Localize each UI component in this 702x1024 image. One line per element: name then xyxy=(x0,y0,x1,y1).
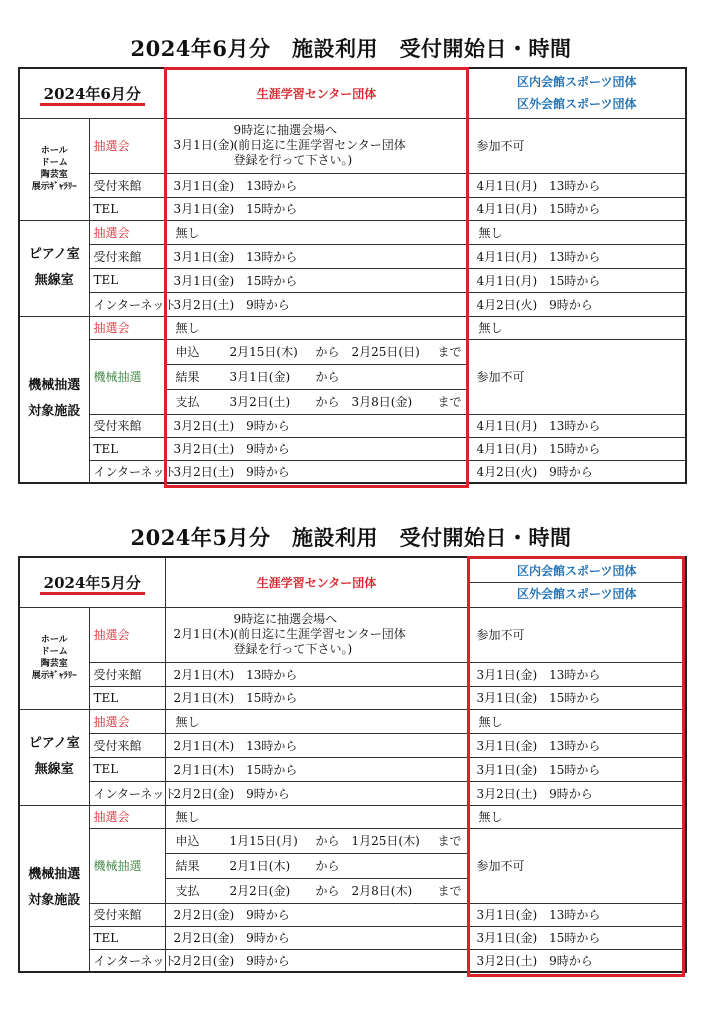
machine-sub-row: 申込 1月15日(月) から 1月25日(木) まで xyxy=(165,828,468,853)
column-header-sports-ward: 区内会館スポーツ団体 xyxy=(516,75,637,90)
facility-group-machine: 機械抽選 対象施設 xyxy=(19,805,89,972)
sports-cell: 3月1日(金) 15時から xyxy=(468,926,686,949)
facility-group-piano: ピアノ室 無線室 xyxy=(19,220,89,316)
center-cell: 2月1日(木) 15時から xyxy=(165,686,468,709)
center-cell: 3月2日(土) 9時から xyxy=(165,414,468,437)
month-label: 2024年6月分 xyxy=(40,85,145,106)
sports-cell: 3月2日(土) 9時から xyxy=(468,949,686,972)
sports-cell: 無し xyxy=(468,316,686,339)
center-cell: 2月2日(金) 9時から xyxy=(165,949,468,972)
sports-cell: 4月1日(月) 15時から xyxy=(468,268,686,292)
method-visit: 受付来館 xyxy=(89,662,165,686)
sports-cell: 無し xyxy=(468,805,686,828)
column-header-sports-ward: 区内会館スポーツ団体 xyxy=(469,560,686,583)
schedule-june xyxy=(18,67,685,489)
column-header-center: 生涯学習センター団体 xyxy=(165,68,468,118)
schedule-may xyxy=(18,556,685,978)
center-cell: 無し xyxy=(165,316,468,339)
sports-cell: 4月2日(火) 9時から xyxy=(468,460,686,483)
column-header-sports-outside: 区外会館スポーツ団体 xyxy=(516,586,637,601)
sports-cell: 参加不可 xyxy=(468,339,686,414)
sports-cell: 参加不可 xyxy=(468,118,686,173)
sports-cell: 4月1日(月) 15時から xyxy=(468,197,686,220)
method-visit: 受付来館 xyxy=(89,733,165,757)
machine-sub-row: 支払 3月2日(土) から 3月8日(金) まで xyxy=(165,389,468,414)
facility-group-machine: 機械抽選 対象施設 xyxy=(19,316,89,483)
sports-cell: 参加不可 xyxy=(468,607,686,662)
sports-cell: 参加不可 xyxy=(468,828,686,903)
method-lottery: 抽選会 xyxy=(89,709,165,733)
method-tel: TEL xyxy=(89,757,165,781)
center-cell: 3月1日(金) 15時から xyxy=(165,197,468,220)
method-visit: 受付来館 xyxy=(89,903,165,926)
page-title-may: 2024年5月分 施設利用 受付開始日・時間 xyxy=(130,525,572,550)
center-cell: 2月1日(木) 13時から xyxy=(165,733,468,757)
method-tel: TEL xyxy=(89,268,165,292)
sports-cell: 3月1日(金) 15時から xyxy=(468,686,686,709)
method-visit: 受付来館 xyxy=(89,173,165,197)
sports-cell: 4月1日(月) 13時から xyxy=(468,173,686,197)
month-label: 2024年5月分 xyxy=(40,574,145,595)
method-visit: 受付来館 xyxy=(89,414,165,437)
method-machine-lottery: 機械抽選 xyxy=(89,828,165,903)
method-internet: インターネット xyxy=(89,781,165,805)
schedule-table-june xyxy=(18,67,687,484)
center-cell: 2月2日(金) 9時から xyxy=(165,926,468,949)
method-lottery: 抽選会 xyxy=(89,805,165,828)
sports-cell: 3月1日(金) 13時から xyxy=(468,733,686,757)
sports-cell: 無し xyxy=(468,709,686,733)
facility-group-hall: ホール ドーム 陶芸室 展示ｷﾞｬﾗﾘｰ xyxy=(19,607,89,709)
lottery-note: 3月1日(金)9時迄に抽選会場へ (前日迄に生涯学習センター団体 登録を行って下さい。) xyxy=(165,118,468,173)
method-internet: インターネット xyxy=(89,292,165,316)
column-header-center: 生涯学習センター団体 xyxy=(165,557,468,607)
sports-cell: 4月1日(月) 15時から xyxy=(468,437,686,460)
sports-cell: 4月2日(火) 9時から xyxy=(468,292,686,316)
facility-group-piano: ピアノ室 無線室 xyxy=(19,709,89,805)
method-tel: TEL xyxy=(89,197,165,220)
sports-cell: 無し xyxy=(468,220,686,244)
sports-cell: 3月2日(土) 9時から xyxy=(468,781,686,805)
sports-cell: 3月1日(金) 15時から xyxy=(468,757,686,781)
method-lottery: 抽選会 xyxy=(89,607,165,662)
machine-sub-row: 支払 2月2日(金) から 2月8日(木) まで xyxy=(165,878,468,903)
method-visit: 受付来館 xyxy=(89,244,165,268)
sports-cell: 3月1日(金) 13時から xyxy=(468,662,686,686)
center-cell: 3月2日(土) 9時から xyxy=(165,292,468,316)
method-lottery: 抽選会 xyxy=(89,118,165,173)
center-cell: 2月2日(金) 9時から xyxy=(165,781,468,805)
center-cell: 2月1日(木) 13時から xyxy=(165,662,468,686)
method-lottery: 抽選会 xyxy=(89,316,165,339)
method-tel: TEL xyxy=(89,437,165,460)
center-cell: 2月2日(金) 9時から xyxy=(165,903,468,926)
sports-cell: 3月1日(金) 13時から xyxy=(468,903,686,926)
machine-sub-row: 結果 2月1日(木) から xyxy=(165,853,468,878)
center-cell: 3月2日(土) 9時から xyxy=(165,460,468,483)
sports-cell: 4月1日(月) 13時から xyxy=(468,244,686,268)
lottery-note: 2月1日(木)9時迄に抽選会場へ (前日迄に生涯学習センター団体 登録を行って下さい。) xyxy=(165,607,468,662)
center-cell: 無し xyxy=(165,220,468,244)
method-internet: インターネット xyxy=(89,460,165,483)
center-cell: 3月2日(土) 9時から xyxy=(165,437,468,460)
column-header-sports-outside: 区外会館スポーツ団体 xyxy=(516,97,637,112)
machine-sub-row: 申込 2月15日(木) から 2月25日(日) まで xyxy=(165,339,468,364)
method-machine-lottery: 機械抽選 xyxy=(89,339,165,414)
center-cell: 3月1日(金) 15時から xyxy=(165,268,468,292)
method-internet: インターネット xyxy=(89,949,165,972)
center-cell: 2月1日(木) 15時から xyxy=(165,757,468,781)
machine-sub-row: 結果 3月1日(金) から xyxy=(165,364,468,389)
center-cell: 無し xyxy=(165,805,468,828)
method-lottery: 抽選会 xyxy=(89,220,165,244)
sports-cell: 4月1日(月) 13時から xyxy=(468,414,686,437)
facility-group-hall: ホール ドーム 陶芸室 展示ｷﾞｬﾗﾘｰ xyxy=(19,118,89,220)
method-tel: TEL xyxy=(89,686,165,709)
center-cell: 3月1日(金) 13時から xyxy=(165,244,468,268)
center-cell: 無し xyxy=(165,709,468,733)
center-cell: 3月1日(金) 13時から xyxy=(165,173,468,197)
page-title-june: 2024年6月分 施設利用 受付開始日・時間 xyxy=(130,36,572,61)
schedule-table-may xyxy=(18,556,687,973)
method-tel: TEL xyxy=(89,926,165,949)
